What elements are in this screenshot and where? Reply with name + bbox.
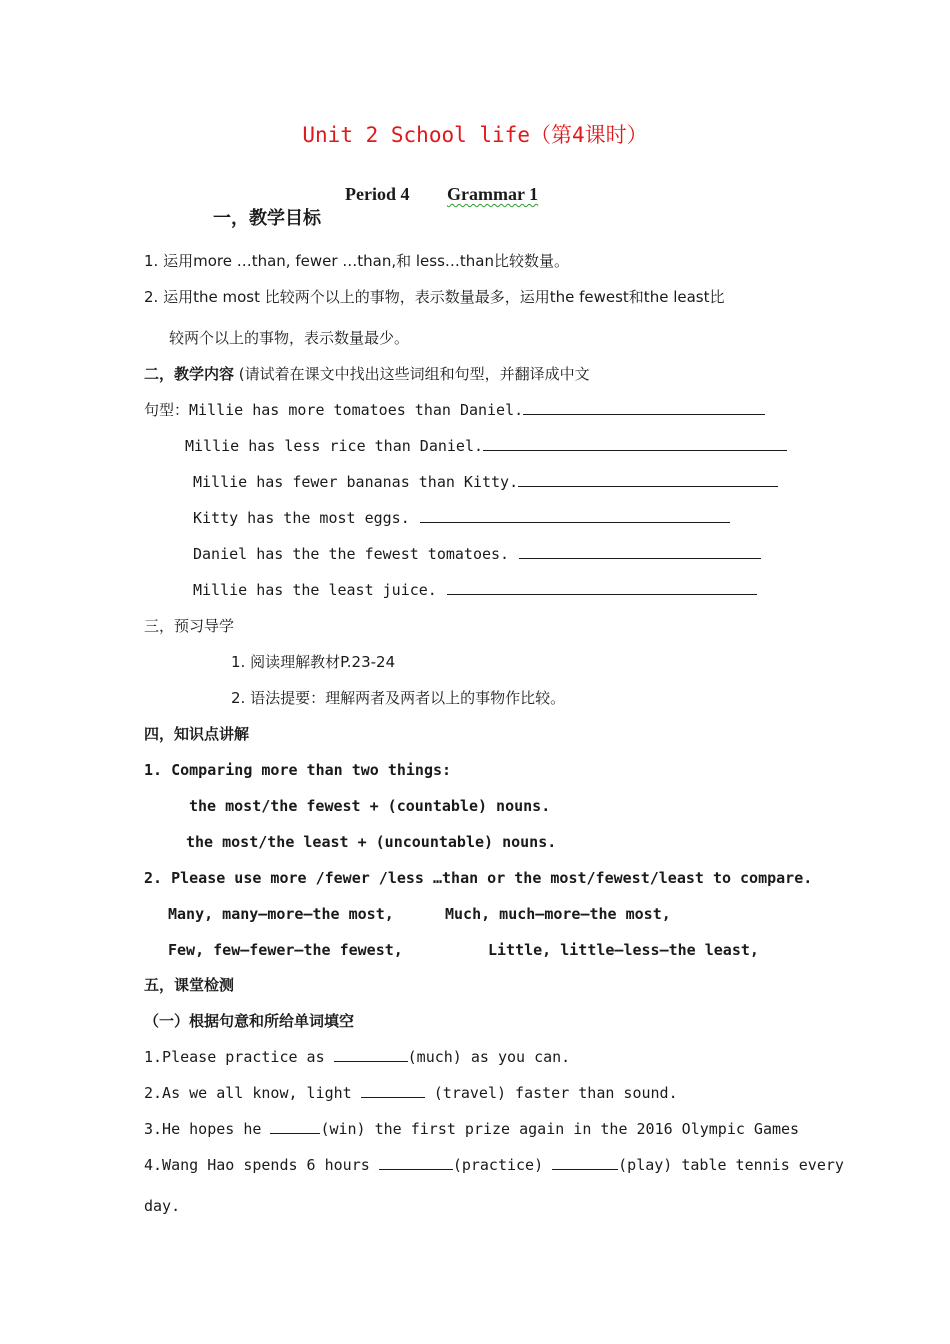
exercise-2-end: (travel) faster than sound. bbox=[433, 1084, 678, 1102]
exercise-4 bbox=[144, 1155, 844, 1175]
exercise-3 bbox=[144, 1119, 799, 1139]
exercise-4-blank-2[interactable] bbox=[552, 1155, 618, 1170]
exercise-1-start: 1.Please practice as bbox=[144, 1048, 325, 1066]
section-4-heading: 四，知识点讲解 bbox=[144, 725, 250, 743]
exercise-2-blank[interactable] bbox=[361, 1083, 425, 1098]
translation-blank-4[interactable] bbox=[420, 508, 730, 523]
section-1-heading: 一，教学目标 bbox=[213, 208, 321, 229]
preview-item-1: 1. 阅读理解教材P.23-24 bbox=[231, 653, 396, 671]
exercise-4-start: 4.Wang Hao spends 6 hours bbox=[144, 1156, 370, 1174]
translation-blank-3[interactable] bbox=[518, 472, 778, 487]
form-much: Much, much—more—the most, bbox=[445, 905, 671, 923]
translation-blank-2[interactable] bbox=[483, 436, 787, 451]
translation-blank-5[interactable] bbox=[519, 544, 761, 559]
exercise-3-start: 3.He hopes he bbox=[144, 1120, 262, 1138]
exercise-1 bbox=[144, 1047, 570, 1067]
exercise-4-mid: (practice) bbox=[452, 1156, 544, 1174]
objective-1: 1. 运用more …than, fewer …than,和 less…than比较数量。 bbox=[144, 252, 570, 270]
section-2-instruction: (请试着在课文中找出这些词组和句型，并翻译成中文 bbox=[234, 365, 590, 383]
translation-blank-1[interactable] bbox=[523, 400, 765, 415]
grammar-point-1a: the most/the fewest + (countable) nouns. bbox=[189, 797, 551, 815]
section-3-heading: 三，预习导学 bbox=[144, 617, 235, 635]
grammar-point-1: 1. Comparing more than two things: bbox=[144, 761, 452, 779]
sentence-2: Millie has less rice than Daniel. bbox=[185, 437, 484, 455]
exercise-4-blank-1[interactable] bbox=[379, 1155, 453, 1170]
sentence-row-3 bbox=[193, 472, 778, 492]
sentence-6: Millie has the least juice. bbox=[193, 581, 437, 599]
exercise-4-cont: day. bbox=[144, 1197, 181, 1215]
section-5-heading: 五，课堂检测 bbox=[144, 976, 235, 994]
page-title: Unit 2 School life（第4课时） bbox=[302, 123, 648, 147]
section-2-heading-line bbox=[144, 364, 590, 384]
translation-blank-6[interactable] bbox=[447, 580, 757, 595]
sentence-5: Daniel has the the fewest tomatoes. bbox=[193, 545, 510, 563]
exercise-subheading: （一）根据句意和所给单词填空 bbox=[144, 1012, 355, 1030]
exercise-1-end: (much) as you can. bbox=[407, 1048, 571, 1066]
sentence-4: Kitty has the most eggs. bbox=[193, 509, 410, 527]
objective-2-cont: 较两个以上的事物，表示数量最少。 bbox=[169, 329, 410, 347]
exercise-2 bbox=[144, 1083, 678, 1103]
period-label: Period 4 bbox=[345, 184, 410, 204]
form-many: Many, many—more—the most, bbox=[168, 905, 394, 923]
form-little: Little, little—less—the least, bbox=[488, 941, 759, 959]
exercise-3-end: (win) the first prize again in the 2016 Olympic Games bbox=[320, 1120, 800, 1138]
sentence-row-4 bbox=[193, 508, 730, 528]
exercise-2-start: 2.As we all know, light bbox=[144, 1084, 352, 1102]
sentence-label: 句型： bbox=[144, 401, 190, 419]
sentence-3: Millie has fewer bananas than Kitty. bbox=[193, 473, 519, 491]
sentence-1: Millie has more tomatoes than Daniel. bbox=[189, 401, 524, 419]
preview-item-2: 2. 语法提要：理解两者及两者以上的事物作比较。 bbox=[231, 689, 566, 707]
period-topic-text: Grammar 1 bbox=[447, 184, 539, 204]
sentence-row-2 bbox=[185, 436, 787, 456]
exercise-4-end: (play) table tennis every bbox=[618, 1156, 844, 1174]
sentence-row-1 bbox=[144, 400, 765, 420]
form-few: Few, few—fewer—the fewest, bbox=[168, 941, 403, 959]
grammar-point-2: 2. Please use more /fewer /less …than or the most/fewest/least to compare. bbox=[144, 869, 813, 887]
sentence-row-6 bbox=[193, 580, 757, 600]
sentence-row-5 bbox=[193, 544, 761, 564]
section-2-heading: 二，教学内容 bbox=[144, 365, 235, 383]
objective-2: 2. 运用the most 比较两个以上的事物，表示数量最多，运用the fewest和the least比 bbox=[144, 288, 725, 306]
grammar-point-1b: the most/the least + (uncountable) nouns. bbox=[186, 833, 557, 851]
period-topic bbox=[447, 184, 538, 204]
exercise-3-blank[interactable] bbox=[270, 1119, 320, 1134]
exercise-1-blank[interactable] bbox=[334, 1047, 408, 1062]
